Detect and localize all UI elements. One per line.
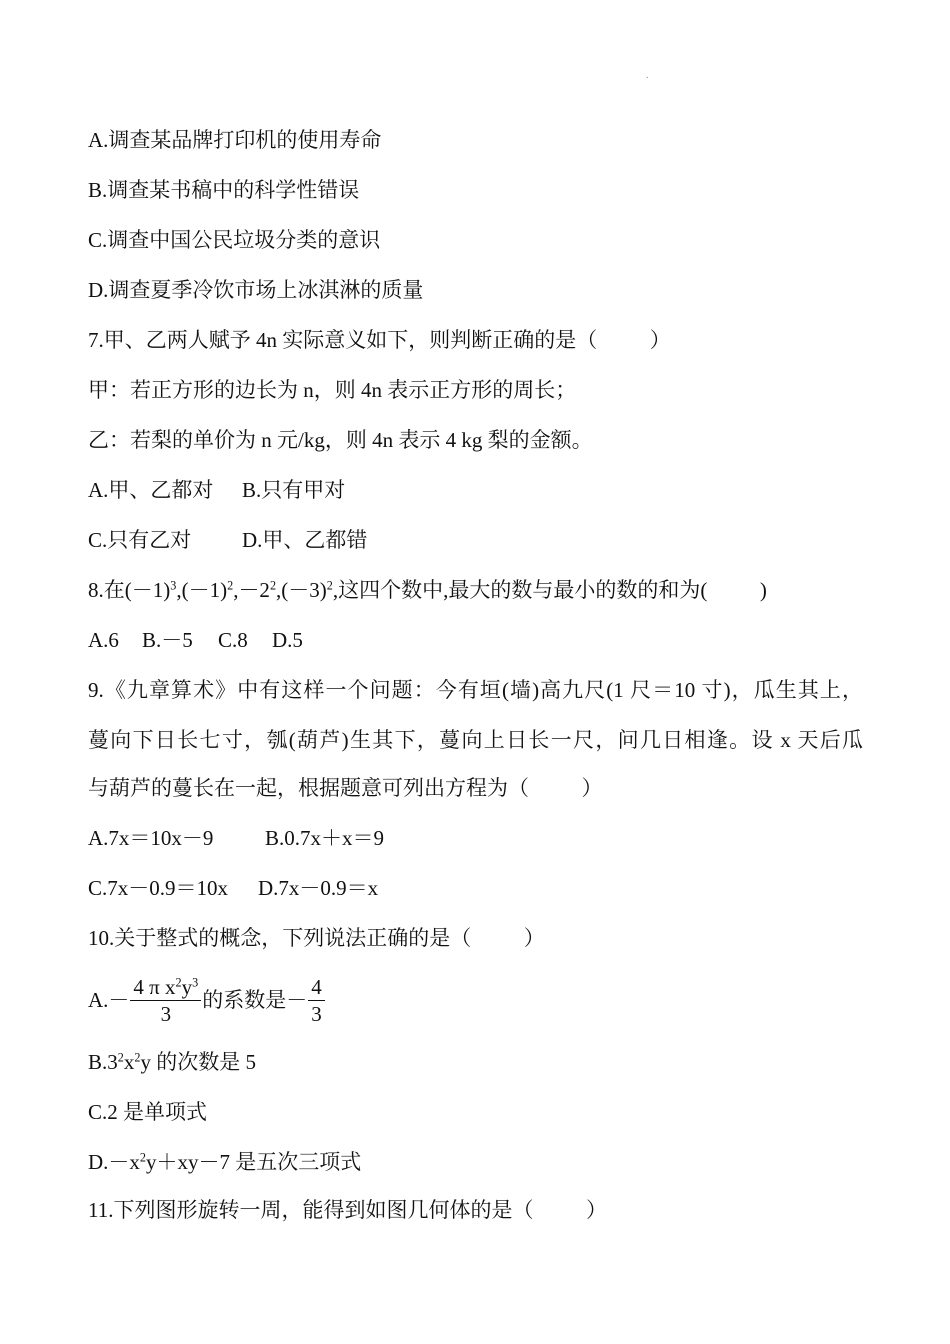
q10-option-b-exponent: 2: [134, 1050, 141, 1065]
q6-option-b: B.调查某书稿中的科学性错误: [88, 178, 360, 202]
q10-option-c: C.2 是单项式: [88, 1100, 208, 1124]
q10-option-b: [88, 1048, 256, 1076]
q7-option-c: C.只有乙对: [88, 528, 192, 552]
q10-option-d-part: D.－x: [88, 1150, 140, 1174]
q8-option-a: A.6: [88, 628, 119, 652]
q10-option-a: [88, 972, 326, 1028]
q10-option-a-label: A.－: [88, 988, 130, 1012]
q8-options-row: [88, 626, 303, 794]
q8-stem-part: ,(－1): [176, 578, 228, 602]
q8-stem-suffix: ,这四个数中,最大的数与最小的数的和为( ): [332, 578, 767, 602]
q10-option-b-part: y 的次数是 5: [140, 1050, 256, 1074]
q8-stem-part: 8.在(－1): [88, 578, 171, 602]
q10-option-b-part: x: [123, 1050, 135, 1074]
fraction-numerator: 4: [308, 975, 325, 1001]
coefficient-fraction: [308, 975, 325, 1026]
q11-stem: 11.下列图形旋转一周，能得到如图几何体的是（ ）: [88, 1198, 607, 1222]
q8-exponent: 3: [170, 578, 177, 593]
q10-option-b-exponent: 2: [117, 1050, 124, 1065]
q8-option-d: D.5: [272, 628, 303, 652]
q10-option-d: [88, 1148, 361, 1176]
q8-stem-part: ,(－3): [276, 578, 327, 602]
q10-option-d-exponent: 2: [139, 1150, 147, 1165]
numerator-base: 4 π x: [133, 974, 176, 999]
stray-mark: .: [646, 70, 649, 81]
q8-option-b: B.－5: [142, 628, 193, 652]
monomial-fraction: [130, 975, 201, 1026]
q6-option-a: A.调查某品牌打印机的使用寿命: [88, 128, 382, 152]
q9-stem-line-1: 9.《九章算术》中有这样一个问题：今有垣(墙)高九尺(1 尺＝10 寸)，瓜生其上，: [88, 678, 863, 702]
numerator-variable: y: [181, 974, 193, 999]
q7-statement-yi: 乙：若梨的单价为 n 元/kg，则 4n 表示 4 kg 梨的金额。: [88, 428, 593, 452]
q7-option-a: A.甲、乙都对: [88, 478, 214, 502]
q10-stem: 10.关于整式的概念，下列说法正确的是（ ）: [88, 926, 545, 950]
q9-option-a: A.7x＝10x－9: [88, 826, 214, 850]
q10-option-a-middle: 的系数是－: [202, 988, 308, 1012]
q7-option-d: D.甲、乙都错: [242, 528, 368, 552]
q9-stem-line-3: 与葫芦的蔓长在一起，根据题意可列出方程为（ ）: [88, 776, 603, 800]
q10-option-d-part: y＋xy－7 是五次三项式: [146, 1150, 362, 1174]
q7-option-b: B.只有甲对: [242, 478, 346, 502]
numerator-exponent: 2: [175, 974, 182, 989]
q9-option-d: D.7x－0.9＝x: [258, 876, 379, 900]
fraction-denominator: 3: [160, 1001, 172, 1026]
q7-statement-jia: 甲：若正方形的边长为 n，则 4n 表示正方形的周长；: [88, 378, 577, 402]
q9-option-b: B.0.7x＋x＝9: [265, 826, 385, 850]
fraction-numerator: [130, 975, 201, 1001]
q9-stem-line-2: 蔓向下日长七寸，瓠(葫芦)生其下，蔓向上日长一尺，问几日相逢。设 x 天后瓜: [88, 728, 863, 752]
q8-option-c: C.8: [218, 628, 248, 652]
q8-stem: [88, 576, 767, 604]
q7-stem: 7.甲、乙两人赋予 4n 实际意义如下，则判断正确的是（ ）: [88, 328, 671, 352]
numerator-exponent: 3: [192, 974, 199, 989]
q6-option-c: C.调查中国公民垃圾分类的意识: [88, 228, 381, 252]
q8-exponent: 2: [326, 578, 333, 593]
q8-exponent: 2: [269, 578, 277, 593]
q6-option-d: D.调查夏季冷饮市场上冰淇淋的质量: [88, 278, 424, 302]
q10-option-b-part: B.3: [88, 1050, 118, 1074]
q9-option-c: C.7x－0.9＝10x: [88, 876, 229, 900]
q8-stem-part: ,－2: [233, 578, 270, 602]
q8-exponent: 2: [227, 578, 234, 593]
fraction-denominator: 3: [311, 1001, 322, 1026]
